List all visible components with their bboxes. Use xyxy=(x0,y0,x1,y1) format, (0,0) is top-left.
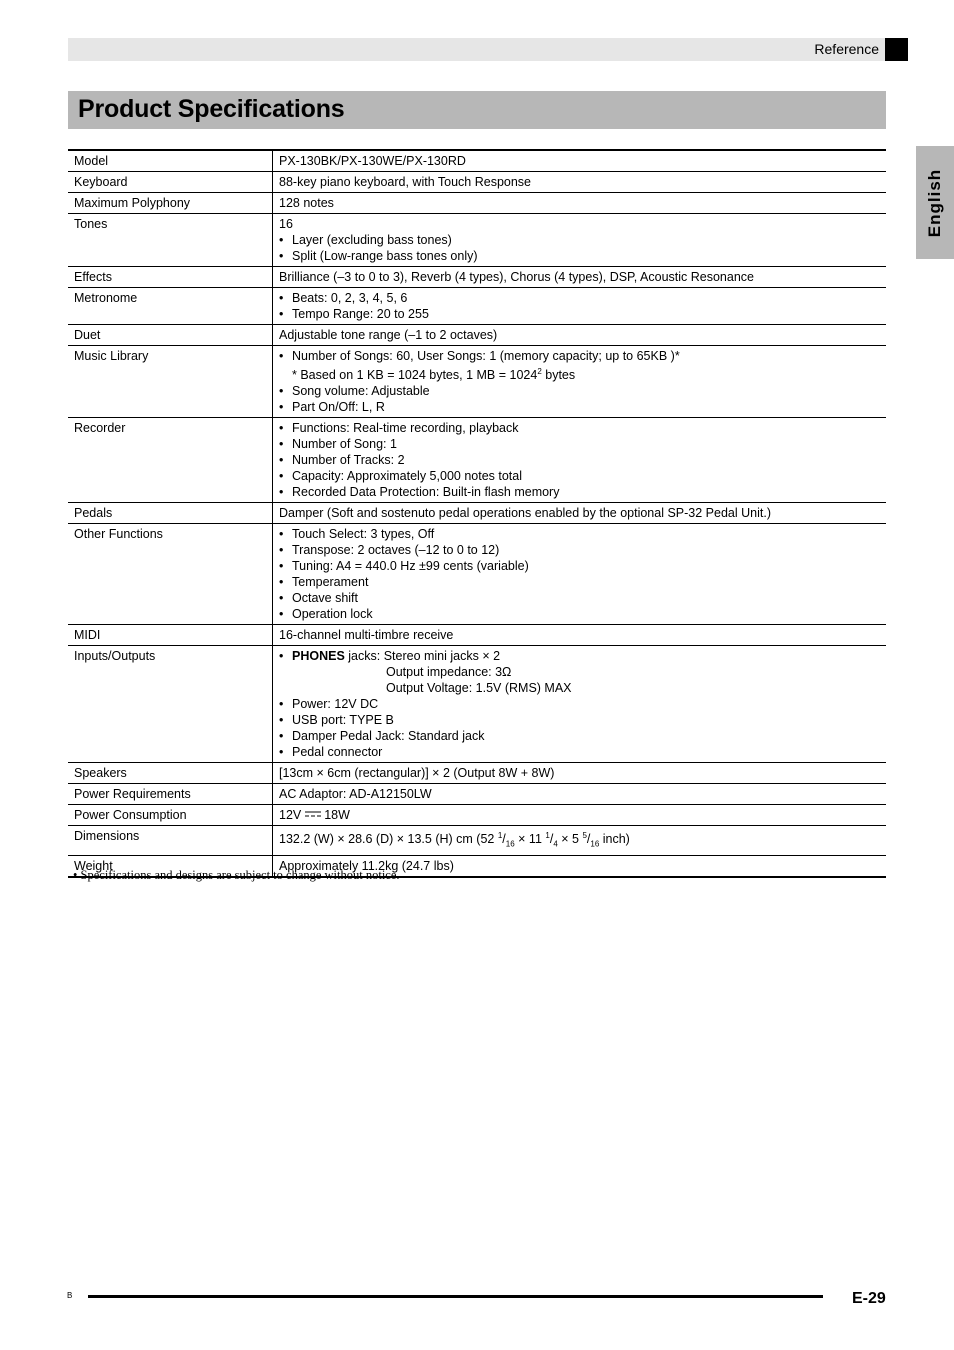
memory-note xyxy=(279,364,880,383)
table-row xyxy=(68,524,886,625)
list-item: • Song volume: Adjustable xyxy=(279,383,880,399)
list-item: • Pedal connector xyxy=(279,744,880,760)
dimension-text: × 11 xyxy=(514,832,546,847)
row-value xyxy=(273,805,887,826)
header-bar xyxy=(68,38,908,61)
table-row xyxy=(68,346,886,418)
list-item: • Part On/Off: L, R xyxy=(279,399,880,415)
row-value: 88-key piano keyboard, with Touch Response xyxy=(279,175,532,189)
bullet-list xyxy=(279,420,880,500)
language-tab xyxy=(916,146,954,259)
table-row xyxy=(68,288,886,325)
table-row xyxy=(68,826,886,856)
fraction-denominator: 4 xyxy=(553,839,558,849)
table-row xyxy=(68,784,886,805)
fraction-numerator: 5 xyxy=(582,831,587,841)
row-value xyxy=(273,288,887,325)
list-item: • Recorded Data Protection: Built-in flash memory xyxy=(279,484,880,500)
bullet-list xyxy=(279,526,880,622)
list-item: • Touch Select: 3 types, Off xyxy=(279,526,880,542)
row-label: Music Library xyxy=(68,346,273,418)
page-title: Product Specifications xyxy=(78,95,345,123)
row-label: Pedals xyxy=(68,503,273,524)
row-label: Other Functions xyxy=(68,524,273,625)
wattage-value: 18W xyxy=(324,808,350,823)
table-row xyxy=(68,193,886,214)
table-row xyxy=(68,625,886,646)
row-label: Weight xyxy=(68,855,273,877)
fraction-denominator: 16 xyxy=(590,839,600,849)
row-label: MIDI xyxy=(68,625,273,646)
row-label: Recorder xyxy=(68,418,273,503)
list-item: • Octave shift xyxy=(279,590,880,606)
row-value: PX-130BK/PX-130WE/PX-130RD xyxy=(279,154,466,168)
bullet-list xyxy=(279,383,880,415)
table-row xyxy=(68,503,886,524)
row-value xyxy=(273,418,887,503)
list-item: • Damper Pedal Jack: Standard jack xyxy=(279,728,880,744)
fraction-numerator: 1 xyxy=(545,831,550,841)
row-value: AC Adaptor: AD-A12150LW xyxy=(279,787,432,802)
voltage-value: 12V xyxy=(279,808,302,823)
row-label: Tones xyxy=(68,214,273,267)
value-text: 16 xyxy=(279,217,293,231)
note-text-end: bytes xyxy=(541,368,576,383)
table-row xyxy=(68,214,886,267)
row-value: 16-channel multi-timbre receive xyxy=(279,628,454,643)
phones-text: jacks: Stereo mini jacks × 2 xyxy=(344,649,501,664)
phones-detail: Output Voltage: 1.5V (RMS) MAX xyxy=(386,681,572,696)
list-item: • Layer (excluding bass tones) xyxy=(279,232,880,248)
bullet-list xyxy=(279,290,880,322)
table-row xyxy=(68,805,886,826)
row-label: Effects xyxy=(68,267,273,288)
row-value: Adjustable tone range (–1 to 2 octaves) xyxy=(279,328,498,342)
section-label: Reference xyxy=(814,41,879,57)
row-value: [13cm × 6cm (rectangular)] × 2 (Output 8W + 8W) xyxy=(279,766,555,781)
row-value xyxy=(273,346,887,418)
table-row xyxy=(68,150,886,172)
list-item: • Temperament xyxy=(279,574,880,590)
phones-label: PHONES xyxy=(292,649,345,664)
list-item: • Number of Tracks: 2 xyxy=(279,452,880,468)
spec-table xyxy=(68,149,886,878)
row-label: Speakers xyxy=(68,763,273,784)
list-item: • Tempo Range: 20 to 255 xyxy=(279,306,880,322)
list-item: • Operation lock xyxy=(279,606,880,622)
page-number: E-29 xyxy=(852,1290,886,1307)
footer-mark: B xyxy=(67,1291,73,1300)
phones-detail: Output impedance: 3Ω xyxy=(386,665,512,680)
row-value: 128 notes xyxy=(279,196,334,210)
language-tab-label: English xyxy=(925,168,944,237)
bullet-list xyxy=(279,232,880,264)
table-row xyxy=(68,763,886,784)
fraction-numerator: 1 xyxy=(497,831,503,841)
footnote: • Specifications and designs are subject to change without notice. xyxy=(73,868,400,882)
row-label: Duet xyxy=(68,325,273,346)
list-item: • USB port: TYPE B xyxy=(279,712,880,728)
dimension-text: 132.2 (W) × 28.6 (D) × 13.5 (H) cm (52 xyxy=(279,832,498,847)
row-value: Approximately 11.2kg (24.7 lbs) xyxy=(279,858,454,873)
title-bar xyxy=(68,91,886,129)
bullet-list xyxy=(279,648,880,664)
row-value: 132.2 (W) × 28.6 (D) × 13.5 (H) cm (52 $^1/_{16} \times 11$ $^1/_4 \times 5$ $^5/_{16}$ inch) xyxy=(279,831,630,849)
list-item: • Transpose: 2 octaves (–12 to 0 to 12) xyxy=(279,542,880,558)
bullet-list xyxy=(279,348,880,364)
row-label: Keyboard xyxy=(68,172,273,193)
dimension-text: inch) xyxy=(599,832,630,847)
list-item: • Beats: 0, 2, 3, 4, 5, 6 xyxy=(279,290,880,306)
row-label: Inputs/Outputs xyxy=(68,646,273,763)
row-label: Model xyxy=(68,150,273,172)
row-label: Maximum Polyphony xyxy=(68,193,273,214)
row-label: Power Requirements xyxy=(68,784,273,805)
table-row xyxy=(68,267,886,288)
list-item: • Functions: Real-time recording, playback xyxy=(279,420,880,436)
header-block xyxy=(885,38,908,61)
row-value: Brilliance (–3 to 0 to 3), Reverb (4 types), Chorus (4 types), DSP, Acoustic Resonance xyxy=(279,270,754,284)
row-value xyxy=(273,524,887,625)
list-item xyxy=(279,648,880,664)
list-item: • Tuning: A4 = 440.0 Hz ±99 cents (variable) xyxy=(279,558,880,574)
row-value xyxy=(273,214,887,267)
dimension-text: × 5 xyxy=(557,832,583,847)
note-text: * Based on 1 KB = 1024 bytes, 1 MB = 1024 xyxy=(292,368,538,383)
dc-symbol-icon xyxy=(305,810,321,818)
table-row xyxy=(68,172,886,193)
list-item: • Split (Low-range bass tones only) xyxy=(279,248,880,264)
row-label: Metronome xyxy=(68,288,273,325)
footnote-text: Specifications and designs are subject to change without notice. xyxy=(80,868,400,882)
row-value xyxy=(273,646,887,763)
bullet-list xyxy=(279,696,880,760)
footer-rule xyxy=(88,1295,823,1298)
list-item: • Number of Song: 1 xyxy=(279,436,880,452)
list-item: • Power: 12V DC xyxy=(279,696,880,712)
row-value: Damper (Soft and sostenuto pedal operations enabled by the optional SP-32 Pedal Unit.) xyxy=(279,506,771,521)
table-row xyxy=(68,418,886,503)
row-label: Power Consumption xyxy=(68,805,273,826)
list-item: • Number of Songs: 60, User Songs: 1 (memory capacity; up to 65KB )* xyxy=(279,348,880,364)
table-row xyxy=(68,646,886,763)
list-item: • Capacity: Approximately 5,000 notes total xyxy=(279,468,880,484)
row-label: Dimensions xyxy=(68,826,273,856)
table-row xyxy=(68,325,886,346)
fraction-denominator: 16 xyxy=(505,839,515,849)
note-exponent: 2 xyxy=(537,367,542,376)
